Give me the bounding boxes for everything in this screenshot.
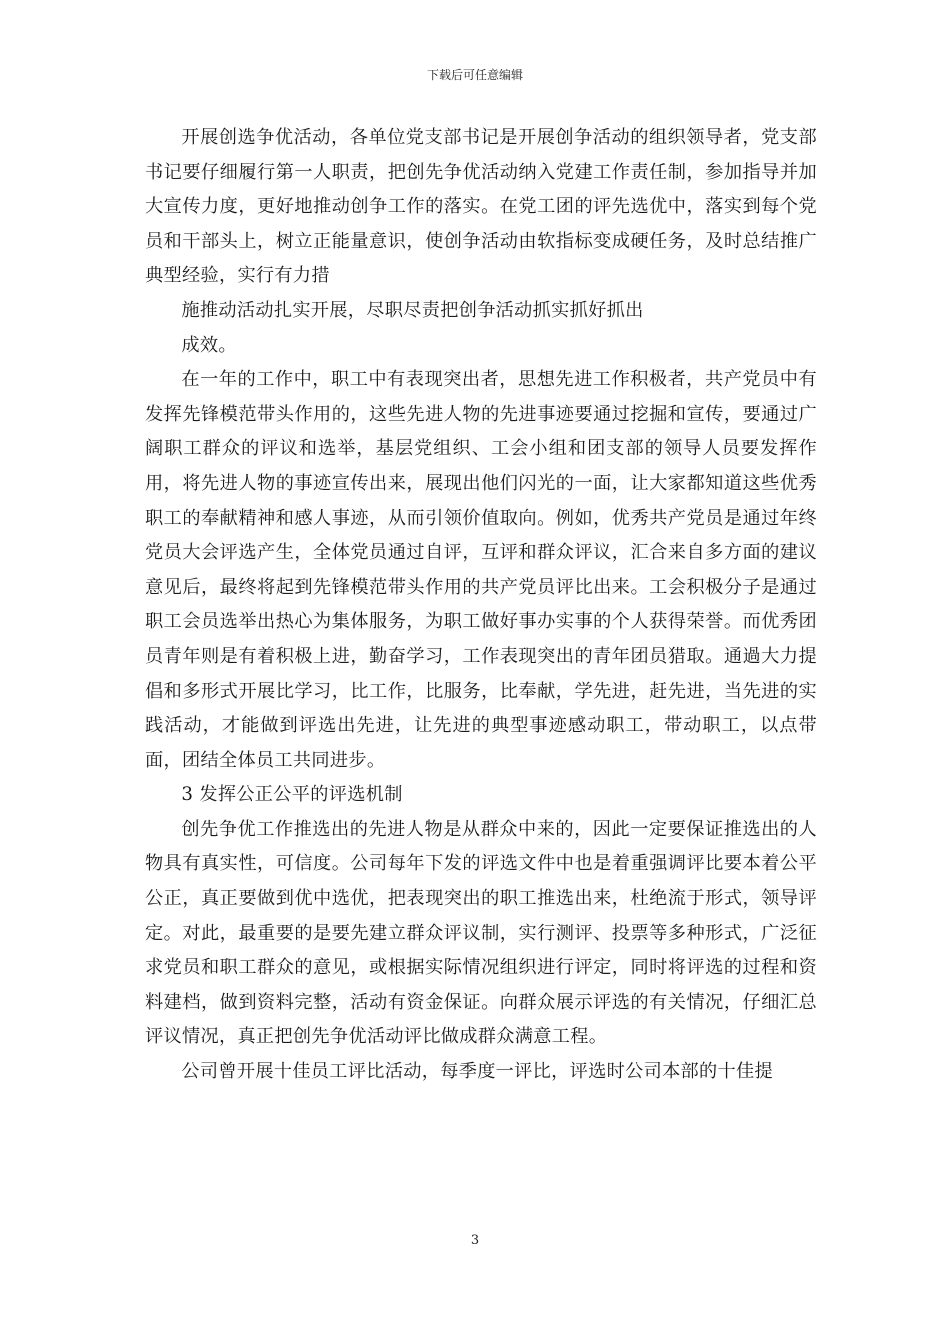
paragraph: 成效。 xyxy=(181,334,237,356)
paragraph: 开展创选争优活动，各单位党支部书记是开展创争活动的组织领导者，党支部书记要仔细履行第一人职责，把创先争优活动纳入党建工作责任制，参加指导并加大宣传力度，更好地推动创争工作的落实。在党工团的评先选优中，落实到每个党员和干部头上，树立正能量意识，使创争活动由软指标变成硬任务，及时总结推广典型经验，实行有力措 xyxy=(145,127,817,287)
paragraph: 创先争优工作推选出的先进人物是从群众中来的，因此一定要保证推选出的人物具有真实性，可信度。公司每年下发的评选文件中也是着重强调评比要本着公平公正，真正要做到优中选优，把表现突出的职工推选出来，杜绝流于形式，领导评定。对此，最重要的是要先建立群众评议制，实行测评、投票等多种形式，广泛征求党员和职工群众的意见，或根据实际情况组织进行评定，同时将评选的过程和资料建档，做到资料完整，活动有资金保证。向群众展示评选的有关情况，仔细汇总评议情况，真正把创先争优活动评比做成群众满意工程。 xyxy=(145,818,817,1048)
paragraph: 在一年的工作中，职工中有表现突出者，思想先进工作积极者，共产党员中有发挥先锋模范带头作用的，这些先进人物的先进事迹要通过挖掘和宣传，要通过广阔职工群众的评议和选举，基层党组织、工会小组和团支部的领导人员要发挥作用，将先进人物的事迹宣传出来，展现出他们闪光的一面，让大家都知道这些优秀职工的奉献精神和感人事迹，从而引领价值取向。例如，优秀共产党员是通过年终党员大会评选产生，全体党员通过自评，互评和群众评议，汇合来自多方面的建议意见后，最终将起到先锋模范带头作用的共产党员评比出来。工会积极分子是通过职工会员选举出热心为集体服务，为职工做好事办实事的个人获得荣誉。而优秀团员青年则是有着积极上进，勤奋学习，工作表现突出的青年团员猎取。通過大力提倡和多形式开展比学习，比工作，比服务，比奉献，学先进，赶先进，当先进的实践活动，才能做到评选出先进，让先进的典型事迹感动职工，带动职工，以点带面，团结全体员工共同进步。 xyxy=(145,369,817,771)
page-header-note: 下载后可任意编辑 xyxy=(426,68,523,82)
section-heading: 3 发挥公正公平的评选机制 xyxy=(181,784,403,806)
paragraph: 施推动活动扎实开展，尽职尽责把创争活动抓实抓好抓出 xyxy=(181,299,644,321)
page-number: 3 xyxy=(470,1233,480,1248)
paragraph: 公司曾开展十佳员工评比活动，每季度一评比，评选时公司本部的十佳提 xyxy=(181,1061,773,1083)
document-body xyxy=(145,121,817,1090)
